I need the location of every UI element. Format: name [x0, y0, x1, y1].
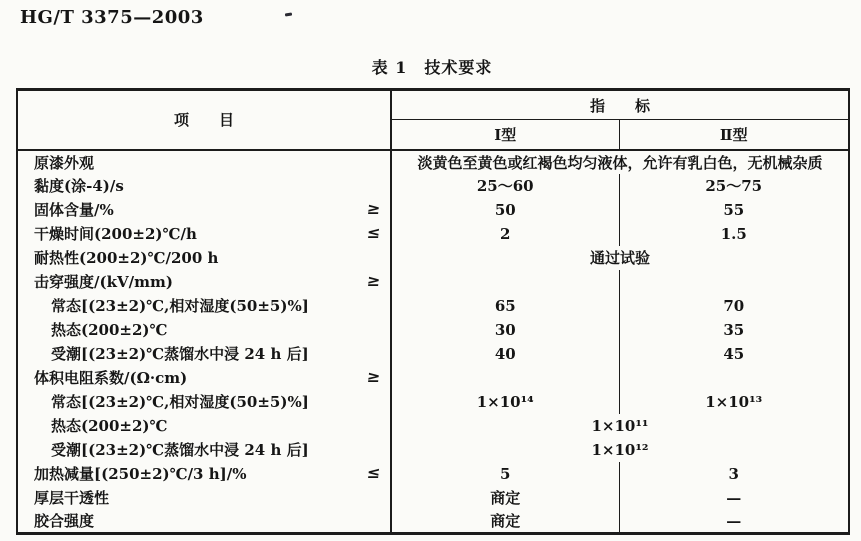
standard-number: HG/T 3375—2003: [20, 7, 204, 28]
row-label-cell: [17, 174, 391, 198]
row-label: 受潮[(23±2)℃蒸馏水中浸 24 h 后]: [51, 441, 309, 459]
row-label-cell: [17, 390, 391, 414]
header-type2: Ⅱ型: [619, 120, 849, 150]
row-value-type1: 商定: [391, 486, 619, 510]
table-row: [17, 150, 849, 174]
row-value-type1: [391, 270, 619, 294]
row-label: 受潮[(23±2)℃蒸馏水中浸 24 h 后]: [51, 345, 309, 363]
table-row: [17, 366, 849, 390]
row-label-cell: [17, 366, 391, 390]
row-value-span: 通过试验: [590, 249, 651, 267]
row-value-type2: [619, 366, 849, 390]
row-value-type2: 25～75: [705, 177, 763, 195]
row-value-type1: 2: [391, 222, 619, 246]
row-value-type2: 55: [723, 200, 745, 219]
table-row: [17, 414, 849, 438]
table-row: [17, 342, 849, 366]
limit-symbol: ≥: [365, 199, 381, 218]
row-label: 胶合强度: [34, 512, 95, 531]
row-label-cell: [17, 438, 391, 462]
row-value-type1: [391, 366, 619, 390]
table-header: [17, 90, 849, 150]
row-value-type2: —: [726, 511, 742, 530]
row-value-type2: —: [726, 488, 742, 507]
row-value-type1: 25～60: [391, 174, 619, 198]
row-label: 厚层干透性: [34, 489, 110, 507]
table-row: [17, 246, 849, 270]
row-value-type2: 1.5: [720, 224, 747, 243]
row-value-span: 1×10¹²: [591, 440, 649, 459]
row-value-type2: 3: [728, 464, 739, 483]
row-value-type2: [619, 270, 849, 294]
row-label: 常态[(23±2)℃,相对湿度(50±5)%]: [51, 297, 309, 315]
header-row-index: [17, 90, 849, 120]
row-value-type1: 1×10¹⁴: [391, 390, 619, 414]
row-label-cell: [17, 510, 391, 534]
row-value-type2: 1×10¹³: [705, 392, 763, 411]
table-row: [17, 294, 849, 318]
row-label-cell: [17, 414, 391, 438]
header-index: 指 标: [391, 90, 849, 120]
row-label: 原漆外观: [34, 153, 95, 172]
table-row: [17, 198, 849, 222]
row-value-span: 1×10¹¹: [591, 416, 649, 435]
row-value-type1: 5: [391, 462, 619, 486]
row-label: 固体含量/%: [34, 201, 114, 219]
row-label-cell: [17, 462, 391, 486]
row-label: 热态(200±2)℃: [51, 417, 168, 435]
table-row: [17, 270, 849, 294]
row-value-type2: 35: [723, 320, 745, 339]
limit-symbol: ≥: [365, 367, 381, 386]
row-label: 黏度(涂-4)/s: [34, 177, 124, 195]
technical-requirements-table: [16, 88, 850, 535]
row-label-cell: [17, 342, 391, 366]
row-value-type1: 65: [391, 294, 619, 318]
table-body: [17, 150, 849, 534]
table-row: [17, 510, 849, 534]
row-value-type2: 70: [723, 296, 745, 315]
row-value-span: 淡黄色至黄色或红褐色均匀液体，允许有乳白色，无机械杂质: [417, 153, 823, 172]
row-label: 体积电阻系数/(Ω·cm): [34, 369, 188, 387]
header-item: 项 目: [17, 90, 391, 150]
limit-symbol: ≥: [365, 271, 381, 290]
limit-symbol: ≤: [365, 463, 381, 482]
row-label-cell: [17, 198, 391, 222]
row-value-type1: 50: [391, 198, 619, 222]
row-label-cell: [17, 222, 391, 246]
header-type1: Ⅰ型: [391, 120, 619, 150]
row-label-cell: [17, 294, 391, 318]
row-value-type1: 40: [391, 342, 619, 366]
row-label: 加热减量[(250±2)℃/3 h]/%: [34, 465, 247, 483]
row-label-cell: [17, 486, 391, 510]
table-row: [17, 222, 849, 246]
table-row: [17, 390, 849, 414]
row-value-type1: 30: [391, 318, 619, 342]
row-label: 耐热性(200±2)℃/200 h: [34, 249, 219, 267]
row-label-cell: [17, 150, 391, 174]
row-label: 热态(200±2)℃: [51, 321, 168, 339]
row-value-type1: 商定: [391, 510, 619, 534]
row-label: 干燥时间(200±2)℃/h: [34, 225, 197, 243]
table-row: [17, 486, 849, 510]
table-row: [17, 318, 849, 342]
row-label-cell: [17, 246, 391, 270]
row-label-cell: [17, 270, 391, 294]
table-row: [17, 462, 849, 486]
table-row: [17, 438, 849, 462]
row-label-cell: [17, 318, 391, 342]
table-title: 表 1 技术要求: [371, 58, 493, 77]
row-label: 击穿强度/(kV/mm): [34, 273, 173, 291]
limit-symbol: ≤: [365, 223, 381, 242]
table-row: [17, 174, 849, 198]
row-label: 常态[(23±2)℃,相对湿度(50±5)%]: [51, 393, 309, 411]
scan-artifact-mark: [285, 13, 292, 17]
row-value-type2: 45: [723, 344, 745, 363]
